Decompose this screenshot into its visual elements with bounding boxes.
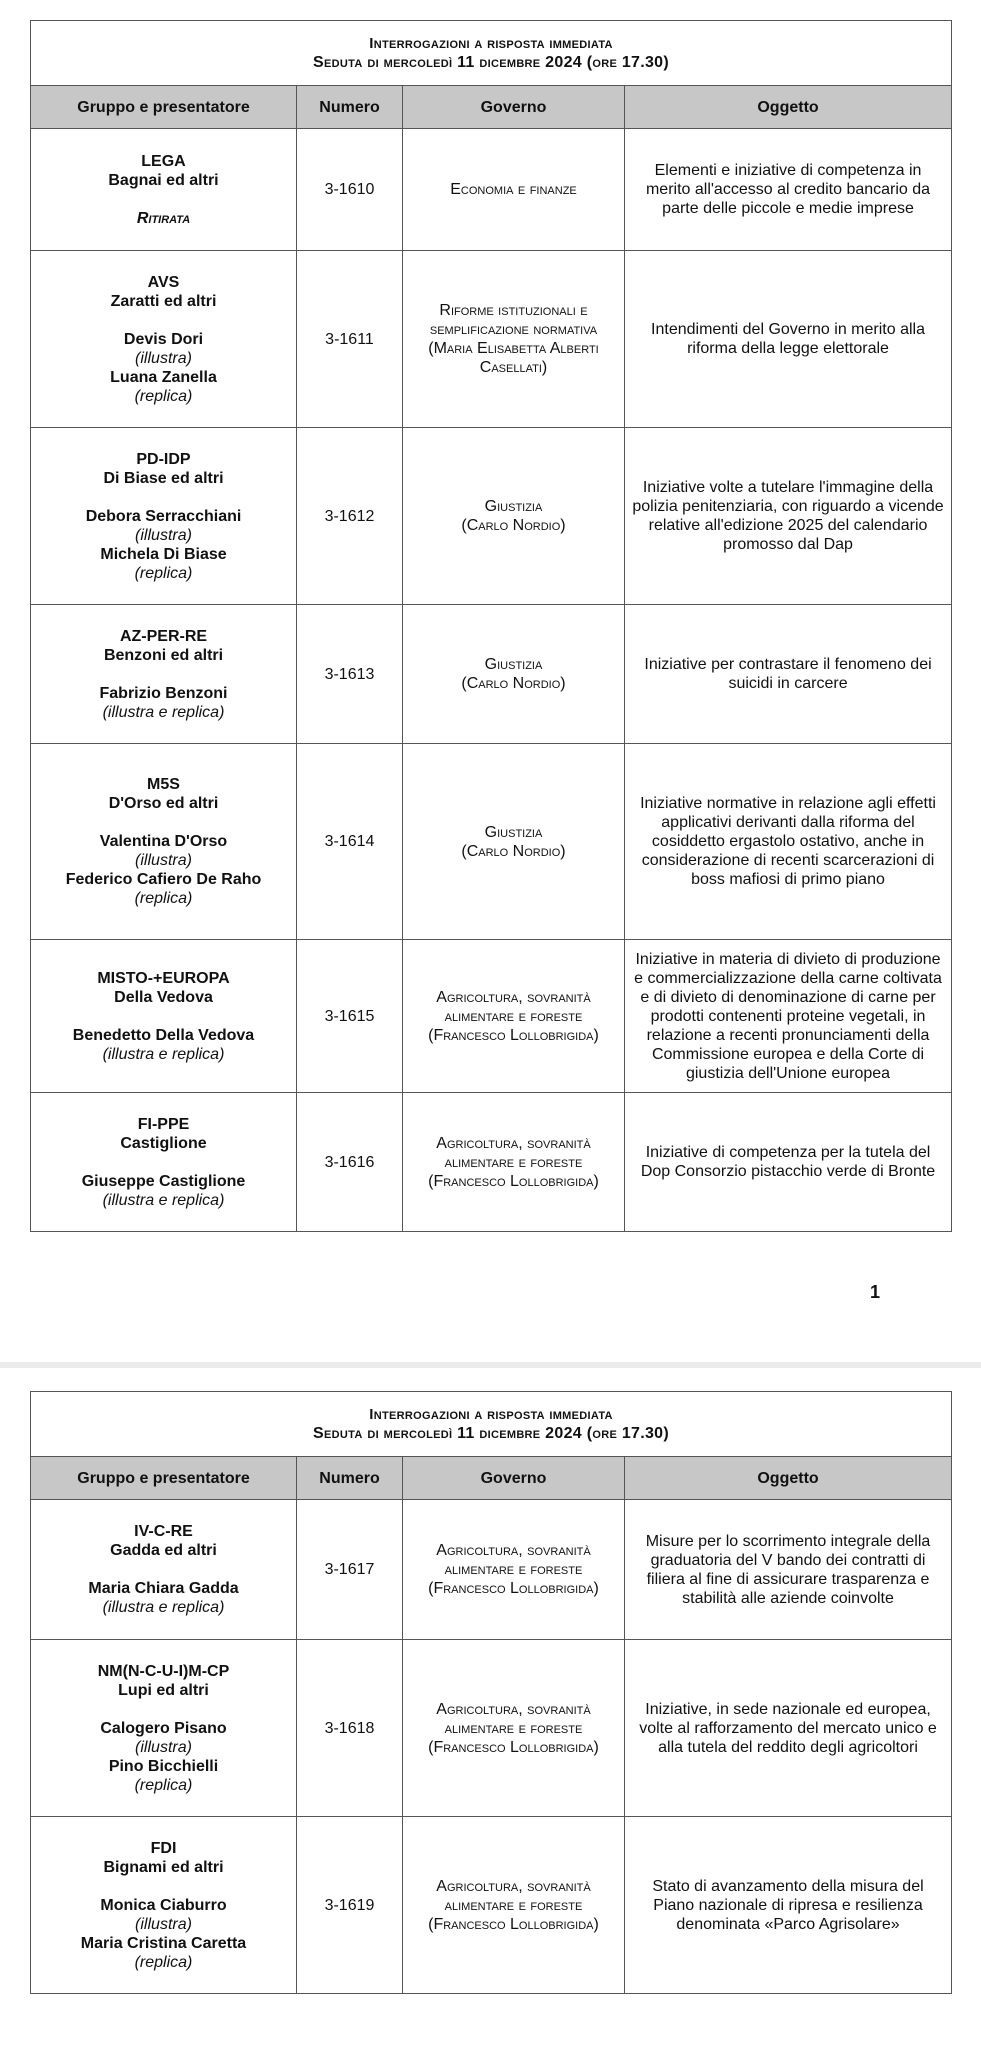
table-row — [31, 129, 952, 251]
government-line: Economia e finanze — [450, 181, 577, 198]
government-line: Agricoltura, sovranità — [436, 1877, 591, 1895]
government-cell — [403, 129, 625, 251]
lead-presenter: Castiglione — [120, 1134, 207, 1152]
group-cell — [31, 1500, 297, 1640]
government-line: semplificazione normativa — [429, 321, 598, 338]
status-label: Ritirata — [136, 209, 191, 227]
group-cell — [31, 940, 297, 1093]
table-row — [31, 1500, 952, 1640]
speaker-role: (illustra e replica) — [102, 1045, 225, 1063]
government-line: (Carlo Nordio) — [461, 675, 566, 692]
speaker-role: (illustra) — [135, 349, 192, 367]
speaker-name: Luana Zanella — [110, 368, 217, 386]
lead-presenter: D'Orso ed altri — [108, 795, 219, 812]
group-name: FI-PPE — [137, 1115, 190, 1133]
group-cell — [31, 428, 297, 605]
page-number: 1 — [870, 1282, 881, 1302]
speaker-role: (replica) — [134, 1953, 193, 1971]
government-line: Giustizia — [484, 498, 543, 515]
speaker-name: Valentina D'Orso — [99, 833, 228, 850]
column-header-group: Gruppo e presentatore — [31, 1457, 297, 1500]
question-number: 3-1616 — [297, 1093, 403, 1232]
lead-presenter: Benzoni ed altri — [103, 646, 224, 664]
subject-text: Stato di avanzamento della misura del Piano nazionale di ripresa e resilienza denominata «Parco Agrisolare» — [625, 1817, 952, 1994]
government-line: Agricoltura, sovranità — [436, 988, 591, 1006]
speaker-name: Giuseppe Castiglione — [81, 1172, 246, 1190]
table-row — [31, 428, 952, 605]
document-title: Interrogazioni a risposta immediata — [369, 1405, 613, 1423]
group-cell — [31, 744, 297, 940]
government-cell — [403, 605, 625, 744]
question-number: 3-1612 — [297, 428, 403, 605]
subject-text: Iniziative, in sede nazionale ed europea, volte al rafforzamento del mercato unico e alla tutela del reddito degli agricoltori — [625, 1640, 952, 1817]
column-header-group: Gruppo e presentatore — [31, 86, 297, 129]
subject-text: Elementi e iniziative di competenza in merito all'accesso al credito bancario da parte delle piccole e medie imprese — [625, 129, 952, 251]
speaker-role: (replica) — [134, 890, 193, 907]
group-cell — [31, 605, 297, 744]
group-name: FDI — [150, 1839, 177, 1857]
speaker-name: Maria Cristina Caretta — [80, 1934, 247, 1952]
speaker-name: Fabrizio Benzoni — [99, 684, 228, 702]
government-line: Giustizia — [484, 823, 543, 841]
speaker-name: Monica Ciaburro — [100, 1896, 227, 1914]
spacer — [37, 488, 290, 507]
speaker-name: Benedetto Della Vedova — [72, 1026, 255, 1044]
speaker-name: Pino Bicchielli — [108, 1757, 219, 1775]
column-header-number: Numero — [297, 86, 403, 129]
government-line: Agricoltura, sovranità — [436, 1700, 591, 1718]
government-line: (Francesco Lollobrigida) — [428, 1915, 599, 1933]
speaker-role: (illustra) — [135, 852, 192, 869]
subject-text: Misure per lo scorrimento integrale della graduatoria del V bando dei contratti di filiera al fine di assicurare trasparenza e stabilità alle aziende coinvolte — [625, 1500, 952, 1640]
session-info: Seduta di mercoledì 11 dicembre 2024 (ore 17.30) — [313, 53, 669, 71]
lead-presenter: Lupi ed altri — [118, 1681, 209, 1699]
government-line: Agricoltura, sovranità — [436, 1542, 591, 1559]
spacer — [37, 665, 290, 684]
government-cell — [403, 1093, 625, 1232]
speaker-role: (illustra e replica) — [102, 703, 225, 721]
group-cell — [31, 1093, 297, 1232]
table-row — [31, 605, 952, 744]
spacer — [37, 1560, 290, 1579]
government-line: Giustizia — [484, 656, 543, 673]
subject-text: Iniziative normative in relazione agli effetti applicativi derivanti dalla riforma del cosiddetto ergastolo ostativo, anche in considerazione di recenti scarcerazioni di boss mafiosi di primo piano — [625, 744, 952, 940]
subject-text: Iniziative volte a tutelare l'immagine della polizia penitenziaria, con riguardo a vicende relative all'edizione 2025 del calendario promosso dal Dap — [625, 428, 952, 605]
table-row — [31, 1640, 952, 1817]
speaker-name: Debora Serracchiani — [85, 507, 242, 525]
group-name: M5S — [147, 776, 180, 793]
table-row — [31, 940, 952, 1093]
question-number: 3-1610 — [297, 129, 403, 251]
table-header — [31, 1392, 952, 1457]
question-number: 3-1611 — [297, 251, 403, 428]
question-number: 3-1614 — [297, 744, 403, 940]
group-name: AZ-PER-RE — [119, 627, 208, 645]
government-cell — [403, 744, 625, 940]
table-row — [31, 1817, 952, 1994]
group-cell — [31, 251, 297, 428]
speaker-role: (illustra) — [135, 1738, 192, 1756]
subject-text: Iniziative in materia di divieto di produzione e commercializzazione della carne coltivata e di divieto di denominazione di carne per prodotti contenenti proteine vegetali, in relazione a recenti pronunciamenti della Commissione europea e della Corte di giustizia dell'Unione europea — [625, 940, 952, 1093]
column-headers — [31, 1457, 952, 1500]
spacer — [37, 1700, 290, 1719]
group-name: NM(N-C-U-I)M-CP — [97, 1662, 230, 1680]
group-name: PD-IDP — [136, 450, 191, 468]
questions-table-page-1 — [30, 20, 952, 1232]
question-number: 3-1615 — [297, 940, 403, 1093]
government-cell — [403, 1817, 625, 1994]
document-title: Interrogazioni a risposta immediata — [369, 34, 613, 52]
question-number: 3-1617 — [297, 1500, 403, 1640]
group-cell — [31, 1817, 297, 1994]
group-cell — [31, 129, 297, 251]
lead-presenter: Di Biase ed altri — [103, 469, 224, 487]
table-row — [31, 251, 952, 428]
government-line: alimentare e foreste — [444, 1153, 583, 1171]
table-header — [31, 21, 952, 86]
column-header-subject: Oggetto — [625, 1457, 952, 1500]
speaker-name: Devis Dori — [123, 330, 204, 348]
speaker-role: (replica) — [134, 1776, 193, 1794]
session-info: Seduta di mercoledì 11 dicembre 2024 (ore 17.30) — [313, 1424, 669, 1442]
question-number: 3-1618 — [297, 1640, 403, 1817]
spacer — [37, 311, 290, 330]
spacer — [37, 190, 290, 209]
questions-table-page-2 — [30, 1391, 952, 1994]
lead-presenter: Gadda ed altri — [110, 1542, 217, 1559]
speaker-role: (illustra) — [135, 1915, 192, 1933]
government-line: Agricoltura, sovranità — [436, 1134, 591, 1152]
lead-presenter: Zaratti ed altri — [110, 292, 217, 310]
column-header-number: Numero — [297, 1457, 403, 1500]
speaker-role: (replica) — [134, 564, 193, 582]
column-header-government: Governo — [403, 1457, 625, 1500]
group-name: MISTO-+EUROPA — [97, 969, 230, 987]
government-line: alimentare e foreste — [444, 1896, 583, 1914]
government-cell — [403, 1500, 625, 1640]
document-page-2 — [0, 1368, 981, 2048]
speaker-role: (illustra) — [135, 526, 192, 544]
government-line: (Francesco Lollobrigida) — [428, 1172, 599, 1190]
column-headers — [31, 86, 952, 129]
subject-text: Intendimenti del Governo in merito alla riforma della legge elettorale — [625, 251, 952, 428]
speaker-name: Maria Chiara Gadda — [88, 1580, 239, 1597]
government-cell — [403, 940, 625, 1093]
column-header-government: Governo — [403, 86, 625, 129]
group-name: LEGA — [141, 152, 186, 170]
question-number: 3-1619 — [297, 1817, 403, 1994]
table-row — [31, 744, 952, 940]
spacer — [37, 1007, 290, 1026]
government-line: alimentare e foreste — [444, 1561, 583, 1578]
government-line: (Carlo Nordio) — [461, 842, 566, 860]
government-line: alimentare e foreste — [444, 1007, 583, 1025]
government-line: (Francesco Lollobrigida) — [428, 1580, 599, 1597]
government-line: (Carlo Nordio) — [461, 517, 566, 534]
question-number: 3-1613 — [297, 605, 403, 744]
government-line: (Maria Elisabetta Alberti — [428, 340, 599, 357]
table-row — [31, 1093, 952, 1232]
speaker-name: Michela Di Biase — [100, 545, 227, 563]
column-header-subject: Oggetto — [625, 86, 952, 129]
speaker-name: Calogero Pisano — [100, 1719, 227, 1737]
lead-presenter: Bagnai ed altri — [108, 171, 219, 189]
government-cell — [403, 251, 625, 428]
group-name: IV-C-RE — [134, 1523, 193, 1540]
government-line: (Francesco Lollobrigida) — [428, 1026, 599, 1044]
speaker-role: (replica) — [134, 387, 193, 405]
lead-presenter: Della Vedova — [114, 988, 213, 1006]
government-line: alimentare e foreste — [444, 1719, 583, 1737]
group-cell — [31, 1640, 297, 1817]
lead-presenter: Bignami ed altri — [103, 1858, 224, 1876]
government-line: Casellati) — [479, 359, 548, 376]
government-line: (Francesco Lollobrigida) — [428, 1738, 599, 1756]
spacer — [37, 813, 290, 832]
subject-text: Iniziative di competenza per la tutela del Dop Consorzio pistacchio verde di Bronte — [625, 1093, 952, 1232]
speaker-role: (illustra e replica) — [102, 1191, 225, 1209]
group-name: AVS — [147, 273, 180, 291]
speaker-name: Federico Cafiero De Raho — [65, 871, 262, 888]
spacer — [37, 1153, 290, 1172]
subject-text: Iniziative per contrastare il fenomeno dei suicidi in carcere — [625, 605, 952, 744]
government-line: Riforme istituzionali e — [439, 302, 588, 319]
spacer — [37, 1877, 290, 1896]
speaker-role: (illustra e replica) — [102, 1599, 225, 1616]
government-cell — [403, 428, 625, 605]
government-cell — [403, 1640, 625, 1817]
